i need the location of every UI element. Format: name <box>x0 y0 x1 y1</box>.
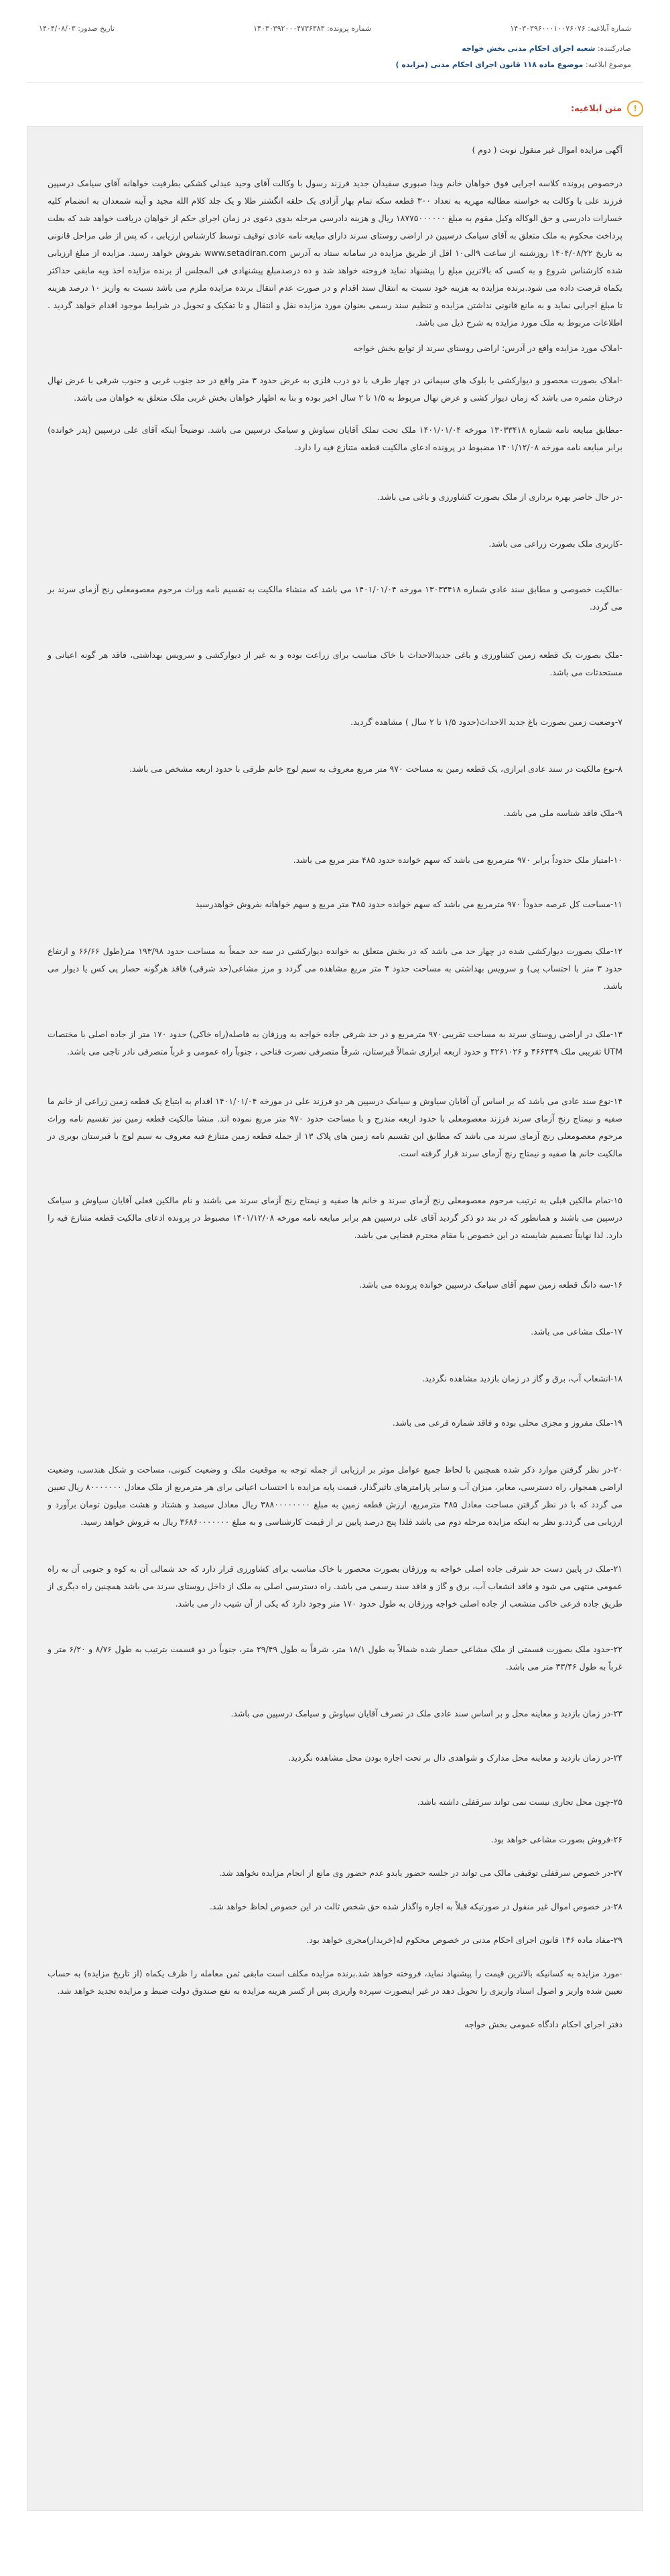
notice-paragraph: ۲۹-مفاد ماده ۱۳۶ قانون اجرای احکام مدنی در خصوص محکوم له(خریدار)مجری خواهد بود. <box>306 1935 622 1945</box>
notice-paragraph: ۲۶-فروش بصورت مشاعی خواهد بود. <box>490 1834 622 1844</box>
notice-paragraph: ۱۶-سه دانگ قطعه زمین سهم آقای سیامک درسپین خوانده پرونده می باشد. <box>359 1280 622 1290</box>
notice-paragraph: ۲۷-در خصوص سرقفلی توقیفی مالک می تواند در جلسه حضور یابدو عدم حضور وی مانع از انجام مزایده نخواهد شد. <box>218 1868 622 1878</box>
notice-signature: دفتر اجرای احکام دادگاه عمومی بخش خواجه <box>464 2019 622 2029</box>
notice-paragraph: ۱۱-مساحت کل عرصه حدوداً ۹۷۰ مترمربع می باشد که سهم خوانده حدود ۴۸۵ متر مربع و سهم خواهانه بفروش خواهدرسید <box>195 899 622 909</box>
notice-paragraph: ۱۴-نوع سند عادی می باشد که بر اساس آن آقایان سیاوش و سیامک درسپین هر دو فرزند علی در مورخه ۱۴۰۱/۰۱/۰۴ اقدام به ابتیاع یک قطعه زمین زراعی از خانم ما صفیه و نیمتاج رنج آزمای سرند فرزند معصومعلی با حدود اربعه مندرج و با مساحت حدود ۹۷۰ متر مربع نموده اند. منشا مالکیت قطعه زمین نیز تقسیم نامه وراث مرحوم معصومعلی رنج آزمای سرند می باشد که مطابق این تقسیم نامه زمین های پلاک ۱۳ از جمله قطعه زمین متنازع فیه معروف به سیم لوچ با قبرستان بویری در مالکیت خانم ها صفیه و نیمتاج رنج آزمای سرند قرار گرفته است. <box>48 1096 622 1158</box>
notice-text-box <box>27 126 643 2511</box>
notice-paragraph: -املاک مورد مزایده واقع در آدرس: اراضی روستای سرند از توابع بخش خواجه <box>353 343 622 353</box>
notice-paragraph: ۲۲-حدود ملک بصورت قسمتی از ملک مشاعی حصار شده شمالاً به طول ۱۸/۱ متر، شرقاً به طول ۲۹/۴۹ متر، جنوباً در دو قسمت بترتیب به طول ۸/۷۶ و ۶/۲۰ متر و غرباً به طول ۳۳/۴۶ متر می باشد. <box>48 1644 622 1672</box>
notice-paragraph: ۲۰-در نظر گرفتن موارد ذکر شده همچنین با لحاظ جمیع عوامل موثر بر ارزیابی از جمله توجه به موقعیت ملک و وضعیت کنونی، مساحت و شکل هندسی، وضعیت اراضی همجوار، راه دسترسی، معابر، میزان آب و سایر پارامترهای تاثیرگذار، قیمت پایه مزایده با احتساب اعیانی برای هر مترمربع از ملک معادل ۸۰۰۰۰۰۰۰ ریال تعیین می گردد که با در نظر گرفتن مساحت معادل ۴۸۵ مترمربع، ارزش قطعه زمین به مبلغ ۳۸۸۰۰۰۰۰۰۰۰ ریال معادل سیصد و هشتاد و هشت میلیون تومان برآورد و ارزیابی می گردد.و نظر به اینکه مزایده مرحله دوم می باشد فلذا پنج درصد پایین تر از قیمت کارشناسی و به مبلغ ۳۶۸۶۰۰۰۰۰۰۰ ریال به فروش خواهد رسید. <box>48 1465 622 1527</box>
notice-paragraph: -ملک بصورت یک قطعه زمین کشاورزی و باغی جدیدالاحداث با خاک مناسب برای زراعت بوده و به غیر از دیوارکشی و سرویس بهداشتی، فاقد هر گونه اعیانی و مستحدثات می باشد. <box>48 650 622 677</box>
case-number: شماره پرونده: ۱۴۰۳۰۳۹۲۰۰۰۴۷۳۶۳۸۳ <box>253 24 372 33</box>
notice-paragraph: ۲۴-در زمان بازدید و معاینه محل مدارک و شواهدی دال بر تحت اجاره بودن محل مشاهده نگردید. <box>288 1753 622 1763</box>
notice-subject: موضوع ابلاغیه: موضوع ماده ۱۱۸ قانون اجرای احکام مدنی (مزایده ) <box>395 60 631 69</box>
notice-paragraph: -املاک بصورت محصور و دیوارکشی با بلوک های سیمانی در چهار طرف با دو درب فلزی به عرض حدود ۳ متر واقع در حد جنوب غربی و جنوب شرقی با عرض نهال درختان مثمره می باشد که زمان دیوار کشی و عرض نهال مربوط به ۱/۵ تا ۲ سال اخیر بوده و بنا به اظهار خواهان بخش غربی ملک متعلق به خواهان می باشد. <box>48 375 622 403</box>
notice-title: آگهی مزایده اموال غیر منقول نوبت ( دوم ) <box>472 145 622 155</box>
notice-paragraph: ۱۹-ملک مفروز و مجزی محلی بوده و فاقد شماره فرعی می باشد. <box>392 1418 622 1428</box>
notice-paragraph: درخصوص پرونده کلاسه اجرایی فوق خواهان خانم ویدا صبوری سفیدان جدید فرزند رسول با وکالت آقای وحید عبدلی کشکی بطرفیت خواهانه آقای سیامک درسپین فرزند علی با وکالت به خواسته مطالبه مهریه به تعداد ۳۰۰ قطعه سکه تمام بهار آزادی یک حلقه انگشتر طلا و یک جلد کلام الله مجید و آینه شمعدان به انضمام کلیه خسارات دادرسی و حق الوکاله وکیل مقوم به مبلغ ۱۸۷۷۵۰۰۰۰۰۰ ریال و هزینه دادرسی مرحله بدوی دعوی در زمان اجرای حکم از خواهان دریافت خواهد شد که بعلت پرداخت محکوم به ملک متعلق به آقای سیامک درسپین در اراضی روستای سرند دارای مبایعه نامه عادی توقیف توسط کارشناس ارزیابی ، که پس از طی مراحل قانونی به تاریخ ۱۴۰۴/۰۸/۲۲ روزشنبه از ساعت ۹الی۱۰ اقل از طریق مزایده در سامانه ستاد به آدرس www.setadiran.com بفروش خواهد رسید. مزایده از مبلغ ارزیابی شده کارشناس شروع و به کسی که بالاترین مبلغ را پیشنهاد نماید فروخته خواهد شد و ده درصدمبلغ پیشنهادی فی المجلس از برنده مزایده اخذ ویه مابقی حداکثر یکماه فرصت داده می شود.برنده مزایده به هزینه خود نسبت به انتقال سند اقدام و در صورت عدم انتقال برنده مزایده ملزم می باشد نسبت به واریز ۱۰ درصد هزینه تا مبلغ اجرایی نماید و به مانع قانونی نداشتن مزایده و تنظیم سند رسمی بعنوان مورد مزایده نقل و انتقال و تا تفکیک و تحویل در شرایط موجود اقدام خواهد گردید . اطلاعات مربوط به ملک مورد مزایده به شرح ذیل می باشد. <box>48 178 623 328</box>
notice-paragraph: -مورد مزایده به کسانیکه بالاترین قیمت را پیشنهاد نماید، فروخته خواهد شد.برنده مزایده مکلف است مابقی ثمن معامله را ظرف یکماه (از تاریخ مزایده) به حساب تعیین شده واریز و اصول اسناد واریزی را تحویل دهد در غیر اینصورت سپرده واریزی پس از کسر هزینه مزایده به نفع صندوق دولت ضبط و مزایده تجدید خواهد شد. <box>48 1968 622 1996</box>
notice-paragraph: -مالکیت خصوصی و مطابق سند عادی شماره ۱۳۰۳۳۴۱۸ مورخه ۱۴۰۱/۰۱/۰۴ می باشد که منشاء مالکیت به تقسیم نامه وراث مرحوم معصومعلی رنج آزمای سرند بر می گردد. <box>48 584 622 612</box>
notice-paragraph: -مطابق مبایعه نامه شماره ۱۳۰۳۳۴۱۸ مورخه ۱۴۰۱/۰۱/۰۴ ملک تحت تملک آقایان سیاوش و سیامک درسپین می باشد. توضیحاً اینکه آقای علی درسپین (پدر خوانده) برابر مبایعه نامه مورخه ۱۴۰۱/۱۲/۰۸ مضبوط در پرونده ادعای مالکیت قطعه متنازع فیه را دارد. <box>48 425 622 452</box>
notice-paragraph: ۲۳-در زمان بازدید و معاینه محل و بر اساس سند عادی ملک در تصرف آقایان سیاوش و سیامک درسپین می باشد. <box>230 1708 622 1718</box>
notice-paragraph: ۲۱-ملک در پایین دست حد شرقی جاده اصلی خواجه به ورزقان بصورت محصور با خاک مناسب برای کشاورزی قرار دارد که حد شمالی آن به کوه و جنوبی آن به راه عمومی منتهی می شود و فاقد انشعاب آب، برق و گاز و فاقد سند رسمی می باشد. راه دسترسی اصلی به ملک از داخل روستای سرند می باشد همچنین راه دیگری از طریق جاده فرعی خاکی منشعب از جاده اصلی خواجه ورزقان به طول حدود ۱۷۰ متر وجود دارد که یکی از آن شیب دار می باشد. <box>48 1564 622 1609</box>
notice-paragraph: ۱۰-امتیاز ملک حدوداً برابر ۹۷۰ مترمربع می باشد که سهم خوانده حدود ۴۸۵ متر مربع می باشد. <box>293 855 622 865</box>
notice-paragraph: ۲۵-چون محل تجاری نیست نمی تواند سرقفلی داشته باشد. <box>417 1797 622 1807</box>
notice-text-heading: ! متن ابلاغیه: <box>0 83 670 126</box>
issue-date: تاریخ صدور: ۱۴۰۴/۰۸/۰۳ <box>39 24 115 33</box>
notice-meta-lines <box>0 33 670 73</box>
info-icon: ! <box>627 100 643 117</box>
notice-number: شماره آبلاغیه: ۱۴۰۳۰۳۹۶۰۰۰۱۰۰۷۶۰۷۶ <box>510 24 631 33</box>
notice-paragraph: ۱۸-انشعاب آب، برق و گاز در زمان بازدید مشاهده نگردید. <box>421 1373 622 1383</box>
notice-paragraph: ۸-نوع مالکیت در سند عادی ابرازی، یک قطعه زمین به مساحت ۹۷۰ متر مربع معروف به سیم لوچ خانم طرفی با حدود اربعه مشخص می باشد. <box>129 764 622 774</box>
notice-meta-row <box>0 0 670 33</box>
notice-paragraph: ۱۳-ملک در اراضی روستای سرند به مساحت تقریبی۹۷۰ مترمربع و در حد شرقی جاده خواجه به ورزقان به فاصله(راه خاکی) حدود ۱۷۰ متر از جاده اصلی با مختصات UTM تقریبی ملک ۴۶۶۴۴۹ و ۴۲۶۱۰۲۶ و حدود اربعه ابرازی شمالاً قبرستان، شرقاً متصرفی نصرت فتاحی ، جنوباً راه عمومی و غرباً متصرفی نادر تاجی می باشد. <box>48 1029 622 1057</box>
notice-paragraph: ۱۲-ملک بصورت دیوارکشی شده در چهار حد می باشد که در بخش متعلق به خوانده دیوارکشی در سه حد جمعاً به مساحت حدود ۱۹۳/۹۸ متر(طول ۶۶/۶۶ و ارتفاع حدود ۳ متر با احتساب پی) و سرویس بهداشتی به مساحت حدود ۴ متر مربع مشاهده می گردد و مرز مشاعی(حد شرقی) فاقد هرگونه حصار پی کس یا دیوار می باشد. <box>48 946 622 991</box>
notice-paragraph: ۷-وضعیت زمین بصورت باغ جدید الاحداث(حدود ۱/۵ تا ۲ سال ) مشاهده گردید. <box>350 717 622 727</box>
notice-paragraph: ۹-ملک فاقد شناسه ملی می باشد. <box>503 808 622 818</box>
notice-paragraph: ۲۸-در خصوص اموال غیر منقول در صورتیکه قبلاً به اجاره واگذار شده حق شخص ثالث در این خصوص لحاظ خواهد شد. <box>209 1901 622 1911</box>
notice-paragraph: ۱۷-ملک مشاعی می باشد. <box>531 1327 622 1337</box>
notice-paragraph: ۱۵-تمام مالکین قبلی به ترتیب مرحوم معصومعلی رنج آزمای سرند و خانم ها صفیه و نیمتاج رنج آزمای سرند می باشند و نام مالکین فعلی آقایان سیاوش و سیامک درسپین می باشند و همانطور که در بند دو ذکر گردید آقای علی درسپین هم برابر مبایعه نامه مورخه ۱۴۰۱/۱۲/۰۸ مضبوط در پرونده ادعای مالکیت قطعه متنازع فیه را دارد. لذا نهایتاً تصمیم شایسته در این خصوص با مقام محترم قضایی می باشد. <box>48 1195 622 1240</box>
notice-paragraph: -کاربری ملک بصورت زراعی می باشد. <box>488 539 622 549</box>
issuer: صادرکننده: شعبه اجرای احکام مدنی بخش خواجه <box>462 44 631 53</box>
notice-paragraph: -در حال حاضر بهره برداری از ملک بصورت کشاورزی و باغی می باشد. <box>377 492 622 502</box>
